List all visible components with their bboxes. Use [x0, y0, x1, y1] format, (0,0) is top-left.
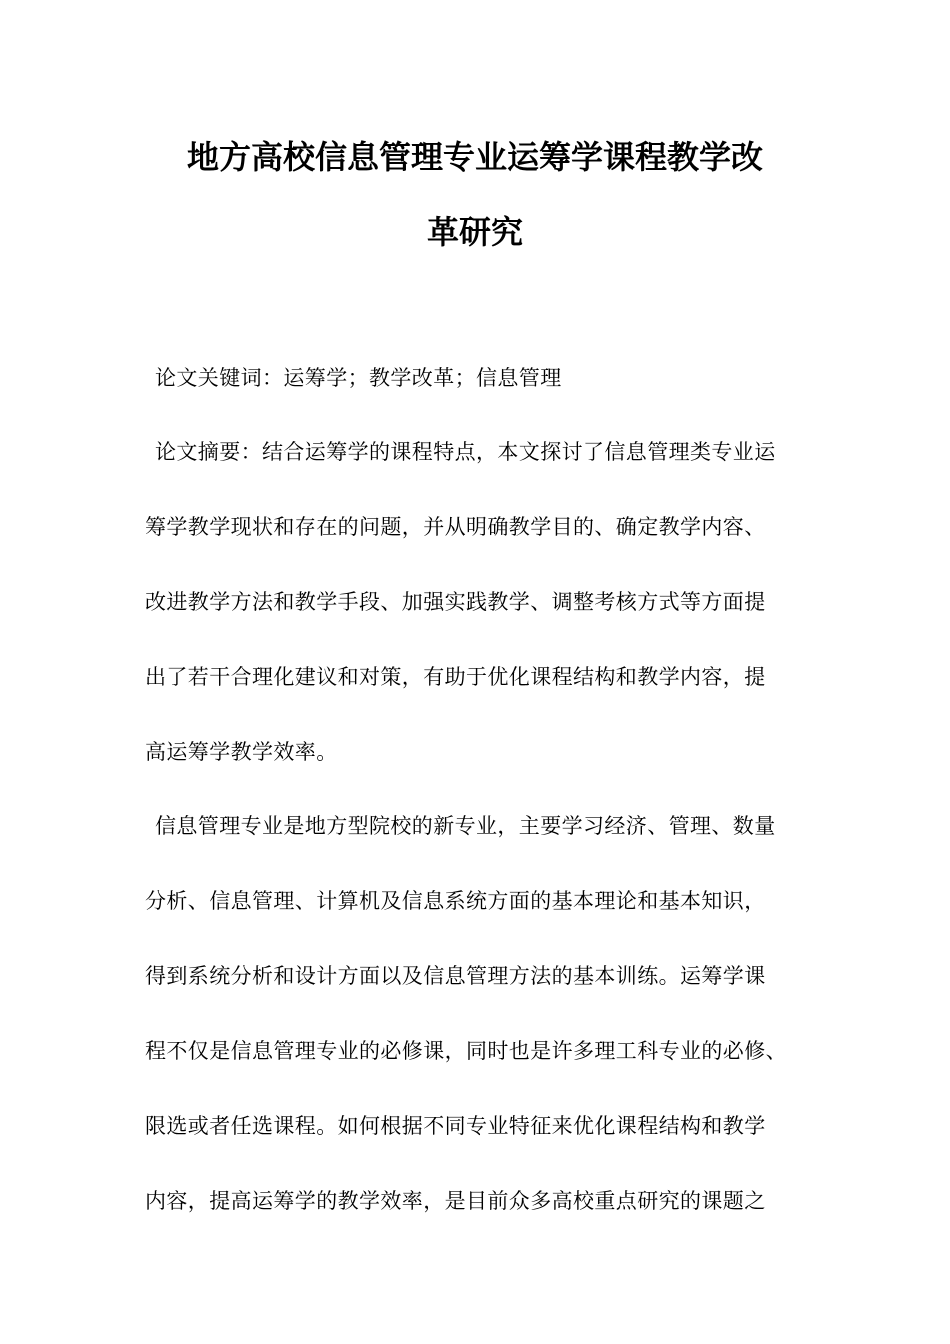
document-title-line-1: 地方高校信息管理专业运筹学课程教学改: [186, 138, 763, 176]
abstract-line: 筹学教学现状和存在的问题，并从明确教学目的、确定教学内容、: [145, 515, 766, 539]
body-line: 程不仅是信息管理专业的必修课，同时也是许多理工科专业的必修、: [145, 1039, 787, 1063]
body-line: 信息管理专业是地方型院校的新专业，主要学习经济、管理、数量: [155, 814, 776, 838]
abstract-line: 改进教学方法和教学手段、加强实践教学、调整考核方式等方面提: [145, 590, 766, 614]
body-line: 限选或者任选课程。如何根据不同专业特征来优化课程结构和教学: [145, 1114, 766, 1138]
body-line: 得到系统分析和设计方面以及信息管理方法的基本训练。运筹学课: [145, 964, 766, 988]
abstract-line: 论文摘要：结合运筹学的课程特点，本文探讨了信息管理类专业运: [155, 440, 776, 464]
document-title-line-2: 革研究: [426, 213, 523, 251]
body-line: 分析、信息管理、计算机及信息系统方面的基本理论和基本知识，: [145, 889, 766, 913]
body-line: 内容，提高运筹学的教学效率，是目前众多高校重点研究的课题之: [145, 1189, 766, 1213]
abstract-line: 出了若干合理化建议和对策，有助于优化课程结构和教学内容，提: [145, 665, 766, 689]
abstract-line: 高运筹学教学效率。: [145, 740, 338, 764]
keywords-line: 论文关键词：运筹学；教学改革；信息管理: [155, 366, 562, 390]
